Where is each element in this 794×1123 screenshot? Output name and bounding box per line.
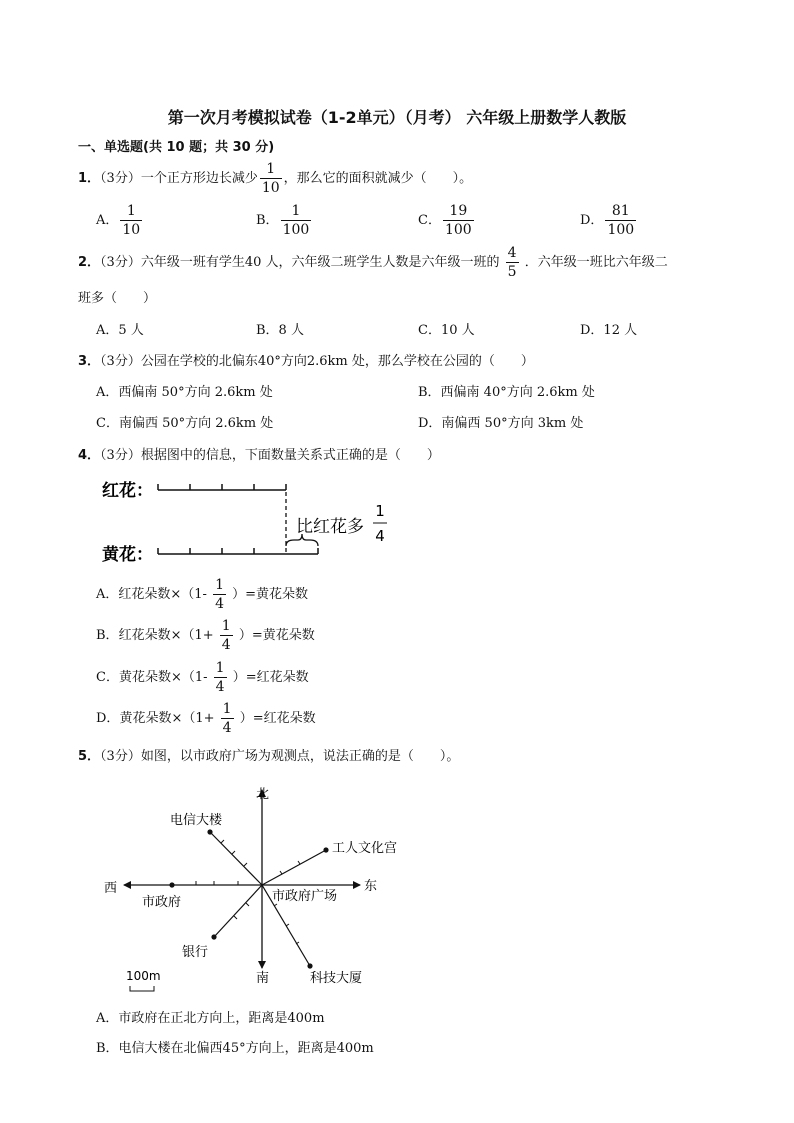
option-c[interactable]: C．10 人	[418, 323, 475, 338]
city-hall-label: 市政府	[142, 895, 182, 910]
question-5-stem: 5．（3分）如图，以市政府广场为观测点，说法正确的是（ ）。	[78, 749, 460, 764]
option-c[interactable]: C．黄花朵数×（1- $\frac{1}{4}$ ）=红花朵数	[96, 660, 309, 695]
option-a[interactable]: A． $\frac{1}{10}$	[96, 203, 141, 238]
section-heading: 一、单选题(共 10 题；共 30 分)	[78, 140, 275, 155]
city-hall-point	[169, 882, 174, 887]
option-c[interactable]: C． $\frac{19}{100}$	[418, 203, 472, 238]
question-score: （3分）	[100, 255, 141, 270]
line-segment-diagram	[96, 474, 406, 570]
option-d[interactable]: D．南偏西 50°方向 3km 处	[418, 416, 584, 431]
question-3-stem: 3．（3分）公园在学校的北偏东40°方向2.6km 处，那么学校在公园的（ ）	[78, 354, 534, 369]
telecom-label: 电信大楼	[170, 813, 223, 828]
svg-text:4: 4	[375, 527, 385, 545]
fraction: $\frac{1}{10}$	[261, 161, 280, 196]
direction-map	[96, 780, 416, 1000]
option-d[interactable]: D． $\frac{81}{100}$	[580, 203, 635, 238]
fraction: $\frac{4}{5}$	[507, 245, 517, 280]
page-title: 第一次月考模拟试卷（1-2单元）（月考） 六年级上册数学人教版	[167, 108, 627, 127]
north-label: 北	[256, 787, 270, 802]
red-flower-label: 红花：	[102, 481, 153, 501]
bank-label: 银行	[182, 945, 209, 960]
east-label: 东	[364, 879, 378, 894]
palace-label: 工人文化宫	[332, 841, 398, 856]
option-a[interactable]: A．红花朵数×（1- $\frac{1}{4}$ ）=黄花朵数	[96, 577, 309, 612]
plaza-label: 市政府广场	[272, 889, 338, 904]
option-a[interactable]: A．5 人	[96, 323, 144, 338]
option-b[interactable]: B．红花朵数×（1+ $\frac{1}{4}$ ）=黄花朵数	[96, 618, 315, 653]
scale-label: 100m	[126, 969, 161, 983]
question-number: 2．	[78, 255, 101, 270]
question-4-stem: 4．（3分）根据图中的信息，下面数量关系式正确的是（ ）	[78, 448, 440, 463]
question-number: 1．	[78, 171, 101, 186]
option-b[interactable]: B．西偏南 40°方向 2.6km 处	[418, 385, 595, 400]
question-score: （3分）	[100, 171, 141, 186]
diagram-note: 比红花多	[296, 517, 364, 537]
question-2-stem-line2: 班多（ ）	[78, 291, 157, 306]
option-c[interactable]: C．南偏西 50°方向 2.6km 处	[96, 416, 274, 431]
option-b[interactable]: B． $\frac{1}{100}$	[256, 203, 310, 238]
option-a[interactable]: A．西偏南 50°方向 2.6km 处	[96, 385, 273, 400]
option-d[interactable]: D．12 人	[580, 323, 638, 338]
west-label: 西	[104, 881, 118, 896]
option-d[interactable]: D．黄花朵数×（1+ $\frac{1}{4}$ ）=红花朵数	[96, 701, 316, 736]
option-a[interactable]: A．市政府在正北方向上，距离是400m	[96, 1011, 325, 1026]
south-label: 南	[256, 971, 270, 986]
yellow-flower-label: 黄花：	[102, 545, 153, 565]
option-b[interactable]: B．8 人	[256, 323, 304, 338]
tech-label: 科技大厦	[310, 971, 363, 986]
question-2-stem: 2．（3分）六年级一班有学生40 人，六年级二班学生人数是六年级一班的 $\frac{4}{5}$ ．六年级一班比六年级二	[78, 245, 668, 280]
svg-text:1: 1	[375, 502, 385, 520]
question-1-stem: 1．（3分）一个正方形边长减少 $\frac{1}{10}$ ，那么它的面积就减少（ ）。	[78, 161, 473, 196]
option-b[interactable]: B．电信大楼在北偏西45°方向上，距离是400m	[96, 1041, 374, 1056]
